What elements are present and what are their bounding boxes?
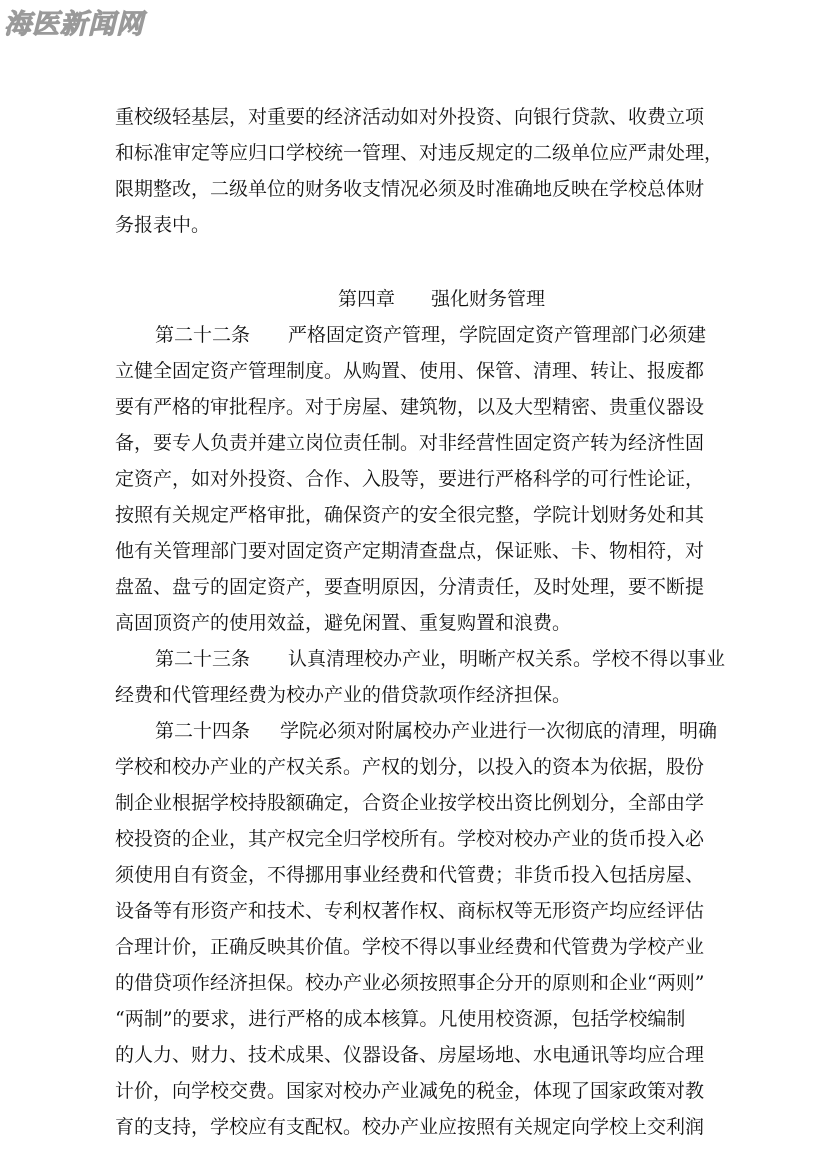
chapter-number: 第四章 [338, 288, 396, 310]
section-gap [115, 243, 725, 281]
paragraph-line: 和标准审定等应归口学校统一管理、对违反规定的二级单位应严肃处理， [115, 142, 724, 164]
paragraph-line: 立健全固定资产管理制度。从购置、使用、保管、清理、转让、报废都 [115, 360, 705, 382]
paragraph-line: 盘盈、盘亏的固定资产，要查明原因，分清责任，及时处理，要不断提 [115, 576, 705, 598]
article-23-text: 认真清理校办产业，明晰产权关系。学校不得以事业 [288, 648, 726, 670]
paragraph-line: 合理计价，正确反映其价值。学校不得以事业经费和代管费为学校产业 [115, 936, 705, 958]
article-24-number: 第二十四条 [155, 720, 251, 742]
paragraph-line: 校投资的企业，其产权完全归学校所有。学校对校办产业的货币投入必 [115, 828, 705, 850]
paragraph-line: 设备等有形资产和技术、专利权著作权、商标权等无形资产均应经评估 [115, 900, 705, 922]
paragraph-line: 他有关管理部门要对固定资产定期清查盘点，保证账、卡、物相符，对 [115, 540, 705, 562]
paragraph-line: 限期整改，二级单位的财务收支情况必须及时准确地反映在学校总体财 [115, 178, 705, 200]
article-24-first-line [115, 713, 725, 749]
site-watermark-logo: 海医新闻网 [4, 9, 144, 40]
article-23-first-line [115, 641, 725, 677]
article-22-text: 严格固定资产管理，学院固定资产管理部门必须建 [288, 324, 707, 346]
paragraph-line: 制企业根据学校持股额确定，合资企业按学校出资比例划分，全部由学 [115, 792, 705, 814]
paragraph-line: 要有严格的审批程序。对于房屋、建筑物，以及大型精密、贵重仪器设 [115, 396, 705, 418]
paragraph-line: 按照有关规定严格审批，确保资产的安全很完整，学院计划财务处和其 [115, 504, 705, 526]
article-22-first-line [115, 317, 725, 353]
paragraph-line: 重校级轻基层，对重要的经济活动如对外投资、向银行贷款、收费立项 [115, 106, 705, 128]
paragraph-line: 育的支持，学校应有支配权。校办产业应按照有关规定向学校上交利润 [115, 1116, 705, 1138]
article-24-text: 学院必须对附属校办产业进行一次彻底的清理，明确 [280, 720, 718, 742]
paragraph-line: 计价，向学校交费。国家对校办产业减免的税金，体现了国家政策对教 [115, 1080, 705, 1102]
paragraph-line: 务报表中。 [115, 214, 211, 236]
chapter-title: 强化财务管理 [431, 288, 546, 310]
paragraph-line: 的人力、财力、技术成果、仪器设备、房屋场地、水电通讯等均应合理 [115, 1044, 705, 1066]
article-23-number: 第二十三条 [155, 648, 251, 670]
paragraph-line: 须使用自有资金，不得挪用事业经费和代管费；非货币投入包括房屋、 [115, 864, 705, 886]
chapter-heading [115, 281, 725, 317]
paragraph-line: 学校和校办产业的产权关系。产权的划分，以投入的资本为依据，股份 [115, 756, 705, 778]
paragraph-line: 定资产，如对外投资、合作、入股等，要进行严格科学的可行性论证， [115, 468, 705, 490]
paragraph-line: 高固顶资产的使用效益，避免闲置、重复购置和浪费。 [115, 612, 572, 634]
article-22-number: 第二十二条 [155, 324, 251, 346]
paragraph-line: 经费和代管理经费为校办产业的借贷款项作经济担保。 [115, 684, 572, 706]
paragraph-line: 备，要专人负责并建立岗位责任制。对非经营性固定资产转为经济性固 [115, 432, 705, 454]
document-body [115, 99, 725, 1145]
paragraph-line: 的借贷项作经济担保。校办产业必须按照事企分开的原则和企业“两则” [115, 972, 705, 994]
paragraph-line: “两制”的要求，进行严格的成本核算。凡使用校资源，包括学校编制 [115, 1008, 686, 1030]
